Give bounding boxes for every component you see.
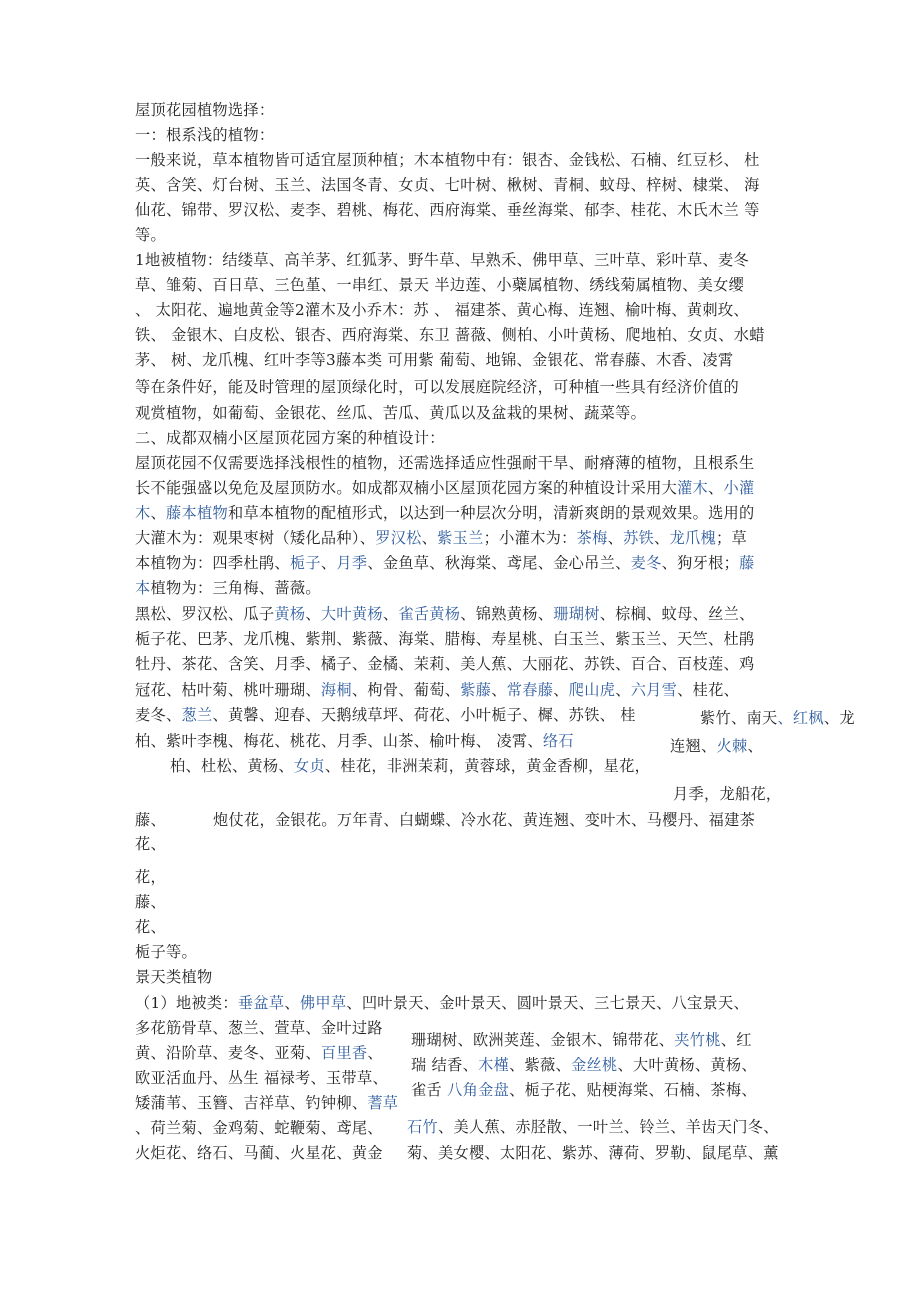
p2-line: 等在条件好，能及时管理的屋顶绿化时，可以发展庭院经济，可种植一些具有经济价值的 bbox=[135, 378, 740, 396]
text-run: 、龙 bbox=[823, 709, 855, 727]
text-run: 、 bbox=[320, 554, 337, 572]
text-run: 、 bbox=[382, 605, 399, 623]
text-run: 、 bbox=[305, 605, 321, 623]
text-run: 和草本植物的配植形式，以达到一种层次分明，清新爽朗的景观效果。选用的 bbox=[227, 504, 755, 522]
left-col-line bbox=[135, 1093, 398, 1113]
text-run: 、凹叶景天、金叶景天、圆叶景天、三七景天、八宝景天、 bbox=[346, 994, 750, 1012]
plant-link[interactable]: 大叶黄杨 bbox=[320, 605, 383, 623]
text-run: 、栀子花、贴梗海棠、石楠、茶梅、 bbox=[509, 1081, 757, 1099]
text-run: 本植物为：四季杜鹃、 bbox=[135, 554, 290, 572]
p4-line bbox=[135, 604, 755, 624]
text-run: 大灌木为：观果枣树（矮化品种）、 bbox=[135, 529, 376, 547]
p3-line bbox=[135, 528, 747, 548]
plant-link[interactable]: 葱兰 bbox=[181, 706, 213, 724]
text-run: 栀子花、巴茅、龙爪槐、紫荆、紫薇、海棠、腊梅、寿星桃、白玉兰、紫玉兰、天竺、杜鹃 bbox=[135, 630, 755, 648]
p2-line: 1地被植物：结缕草、高羊茅、红狐茅、野牛草、早熟禾、佛甲草、三叶草、彩叶草、麦冬 bbox=[135, 251, 749, 269]
p4-line bbox=[135, 680, 739, 700]
plant-link[interactable]: 女贞 bbox=[293, 757, 325, 775]
text-run: 紫竹、南天 bbox=[700, 709, 778, 727]
plant-link[interactable]: 爬山虎 bbox=[568, 681, 616, 699]
text-run: 、 bbox=[367, 1044, 383, 1062]
text-run: 牡丹、茶花、含笑、月季、橘子、金橘、茉莉、美人蕉、大丽花、苏铁、百合、百枝莲、鸡 bbox=[135, 655, 755, 673]
plant-link[interactable]: 石竹 bbox=[407, 1118, 438, 1136]
short-line: 花、 bbox=[135, 918, 166, 936]
p2-line: 草、雏菊、百日草、三色堇、一串红、景天 半边莲、小蘗属植物、绣线菊属植物、美女缨 bbox=[135, 276, 745, 294]
plant-link[interactable]: 藤本植物 bbox=[166, 504, 228, 522]
plant-link[interactable]: 络石 bbox=[542, 732, 574, 750]
plant-link[interactable]: 紫藤 bbox=[460, 681, 492, 699]
plant-link[interactable]: 夹竹桃 bbox=[674, 1031, 721, 1049]
text-run: 、桂花、 bbox=[677, 681, 740, 699]
left-col-line bbox=[135, 1118, 383, 1138]
short-line: 花、 bbox=[135, 835, 166, 853]
text-run: 、红 bbox=[720, 1031, 752, 1049]
p4-line bbox=[135, 731, 574, 751]
left-col-line bbox=[135, 1068, 388, 1088]
text-fragment: 月季，龙船花， bbox=[673, 785, 782, 803]
doc-heading: 屋顶花园植物选择： bbox=[135, 101, 275, 119]
plant-link[interactable]: 雀舌黄杨 bbox=[398, 605, 461, 623]
plant-link[interactable]: 本 bbox=[135, 579, 151, 597]
text-run: 、 bbox=[491, 681, 507, 699]
p3-line bbox=[135, 578, 321, 598]
text-run: 、 bbox=[747, 737, 763, 755]
section-2-title: 二、成都双楠小区屋顶花园方案的种植设计： bbox=[135, 429, 445, 447]
p4-line bbox=[170, 756, 650, 776]
p3-line bbox=[135, 453, 755, 473]
text-run: 柏、杜松、黄杨、 bbox=[170, 757, 294, 775]
text-run: 、狗牙根； bbox=[661, 554, 740, 572]
text-run: 火炬花、络石、马蔺、火星花、黄金 bbox=[135, 1144, 383, 1162]
text-run: 连翘、 bbox=[670, 737, 717, 755]
text-run: 、黄馨、迎春、天鹅绒草坪、荷花、小叶栀子、樨、苏铁、 桂 bbox=[212, 706, 636, 724]
text-run: 、 bbox=[284, 994, 300, 1012]
text-fragment: 藤、 bbox=[135, 811, 166, 829]
p4-line bbox=[135, 629, 755, 649]
p2-line: 茅、 树、龙爪槐、红叶李等3藤本类 可用紫 葡萄、地锦、金银花、常春藤、木香、凌霄 bbox=[135, 351, 734, 369]
p2-line: 、 太阳花、遍地黄金等2灌木及小乔木：苏 、 福建茶、黄心梅、连翘、榆叶梅、黄刺玫、 bbox=[135, 301, 749, 319]
left-col-line bbox=[135, 1143, 383, 1163]
plant-link[interactable]: 苏铁 bbox=[623, 529, 655, 547]
plant-link[interactable]: 、红枫 bbox=[777, 709, 824, 727]
p1-line: 等。 bbox=[135, 226, 166, 244]
p1-line: 一般来说，草本植物皆可适宜屋顶种植；木本植物中有：银杏、金钱松、石楠、红豆杉、 杜 bbox=[135, 151, 760, 169]
text-run: 、 bbox=[607, 529, 624, 547]
p1-line: 英、含笑、灯台树、玉兰、法国冬青、女贞、七叶树、楸树、青桐、蚊母、梓树、棣棠、 海 bbox=[135, 176, 760, 194]
plant-link[interactable]: 木 bbox=[135, 504, 151, 522]
short-line: 花， bbox=[135, 868, 166, 886]
short-line: 栀子等。 bbox=[135, 943, 197, 961]
plant-link[interactable]: 蓍草 bbox=[367, 1094, 399, 1112]
text-line: 炮仗花，金银花。万年青、白蝴蝶、冷水花、黄连翘、变叶木、马樱丹、福建茶 bbox=[213, 811, 756, 829]
p2-line: 铁、 金银木、白皮松、银杏、西府海棠、东卫 蔷薇、侧柏、小叶黄杨、爬地柏、女贞、水蜡 bbox=[135, 326, 765, 344]
text-run: 、金鱼草、秋海棠、鸢尾、金心吊兰、 bbox=[367, 554, 631, 572]
text-run: 、大叶黄杨、黄杨、 bbox=[617, 1056, 757, 1074]
text-run: 、 bbox=[654, 529, 670, 547]
text-run: 黄、沿阶草、麦冬、亚菊、 bbox=[135, 1044, 321, 1062]
text-run: 、荷兰菊、金鸡菊、蛇鞭菊、鸢尾、 bbox=[135, 1119, 383, 1137]
text-run: 菊、美女樱、太阳花、紫苏、薄荷、罗勒、鼠尾草、薰 bbox=[407, 1144, 779, 1162]
text-run: （1）地被类： bbox=[135, 994, 238, 1012]
p3-line bbox=[135, 503, 755, 523]
text-run: 、紫薇、 bbox=[509, 1056, 572, 1074]
plant-link[interactable]: 垂盆草 bbox=[237, 994, 285, 1012]
plant-link[interactable]: 黄杨 bbox=[274, 605, 306, 623]
plant-link[interactable]: 麦冬 bbox=[630, 554, 662, 572]
text-run: ；草 bbox=[716, 529, 747, 547]
plant-link[interactable]: 月季 bbox=[336, 554, 368, 572]
p5-line bbox=[135, 993, 749, 1013]
text-run: 瑞 结香、 bbox=[411, 1056, 479, 1074]
text-run: 柏、紫叶李槐、梅花、桃花、月季、山茶、榆叶梅、 凌霄、 bbox=[135, 732, 543, 750]
section-1-title: 一：根系浅的植物： bbox=[135, 126, 275, 144]
plant-link[interactable]: 罗汉松 bbox=[375, 529, 422, 547]
section-3-title: 景天类植物 bbox=[135, 968, 213, 986]
text-run: 屋顶花园不仅需要选择浅根性的植物，还需选择适应性强耐干旱、耐瘠薄的植物，且根系生 bbox=[135, 454, 755, 472]
text-run: 、 bbox=[553, 681, 569, 699]
text-run: 、棕榈、蚊母、丝兰、 bbox=[599, 605, 755, 623]
plant-link[interactable]: 六月雪 bbox=[630, 681, 678, 699]
short-line: 藤、 bbox=[135, 893, 166, 911]
text-run: 、锦熟黄杨、 bbox=[460, 605, 554, 623]
text-run: 、枸骨、葡萄、 bbox=[351, 681, 461, 699]
plant-link[interactable]: 八角金盘 bbox=[447, 1081, 510, 1099]
right-col-line bbox=[411, 1030, 752, 1050]
overlap-fragment bbox=[670, 736, 763, 756]
text-run: 、 bbox=[150, 504, 166, 522]
text-run: ；小灌木为： bbox=[483, 529, 577, 547]
plant-link[interactable]: 茶梅 bbox=[576, 529, 608, 547]
plant-link[interactable]: 木槿 bbox=[478, 1056, 510, 1074]
plant-link[interactable]: 珊瑚树 bbox=[553, 605, 600, 623]
left-col-line bbox=[135, 1043, 383, 1063]
right-col-line bbox=[407, 1117, 779, 1137]
plant-link[interactable]: 百里香 bbox=[320, 1044, 368, 1062]
text-run: 欧亚活血丹、丛生 福禄考、玉带草、 bbox=[135, 1069, 388, 1087]
p3-line bbox=[135, 553, 755, 573]
plant-link[interactable]: 佛甲草 bbox=[299, 994, 347, 1012]
text-run: 、桂花，非洲茉莉，黄蓉球，黄金香柳，星花， bbox=[324, 757, 651, 775]
plant-link[interactable]: 常春藤 bbox=[506, 681, 554, 699]
p3-line bbox=[135, 478, 755, 498]
p4-line bbox=[135, 654, 755, 674]
text-run: 长不能强盛以免危及屋顶防水。如成都双楠小区屋顶花园方案的种植设计采用大 bbox=[135, 479, 678, 497]
text-run: 、 bbox=[708, 479, 724, 497]
text-run: 、美人蕉、赤胫散、一叶兰、铃兰、羊齿天门冬、 bbox=[437, 1118, 779, 1136]
right-col-line bbox=[407, 1143, 779, 1163]
left-col-line bbox=[135, 1018, 383, 1038]
plant-link[interactable]: 海桐 bbox=[320, 681, 352, 699]
plant-link[interactable]: 灌木 bbox=[677, 479, 709, 497]
plant-link[interactable]: 小灌 bbox=[723, 479, 755, 497]
plant-link[interactable]: 火棘 bbox=[716, 737, 748, 755]
right-col-line bbox=[411, 1055, 757, 1075]
text-run: 、 bbox=[421, 529, 438, 547]
text-run: 雀舌 bbox=[411, 1081, 448, 1099]
plant-link[interactable]: 龙爪槐 bbox=[669, 529, 717, 547]
text-run: 矮蒲苇、玉簪、吉祥草、钓钟柳、 bbox=[135, 1094, 368, 1112]
plant-link[interactable]: 紫玉兰 bbox=[437, 529, 484, 547]
plant-link[interactable]: 金丝桃 bbox=[571, 1056, 618, 1074]
plant-link[interactable]: 藤 bbox=[739, 554, 755, 572]
right-col-line bbox=[411, 1080, 757, 1100]
p4-line bbox=[135, 705, 636, 725]
p1-line: 仙花、锦带、罗汉松、麦李、碧桃、梅花、西府海棠、垂丝海棠、郁李、桂花、木氏木兰 等 bbox=[135, 201, 760, 219]
text-run: 多花筋骨草、葱兰、萱草、金叶过路 bbox=[135, 1019, 383, 1037]
text-run: 黑松、罗汉松、瓜子 bbox=[135, 605, 275, 623]
text-run: 麦冬、 bbox=[135, 706, 182, 724]
overlap-fragment bbox=[700, 708, 855, 728]
p2-line: 观赏植物，如葡萄、金银花、丝瓜、苦瓜、黄瓜以及盆栽的果树、蔬菜等。 bbox=[135, 404, 647, 422]
text-run: 冠花、枯叶菊、桃叶珊瑚、 bbox=[135, 681, 321, 699]
text-run: 珊瑚树、欧洲荚莲、金银木、锦带花、 bbox=[411, 1031, 675, 1049]
text-run: 植物为：三角梅、蔷薇。 bbox=[150, 579, 321, 597]
text-run: 、 bbox=[615, 681, 631, 699]
plant-link[interactable]: 栀子 bbox=[289, 554, 321, 572]
